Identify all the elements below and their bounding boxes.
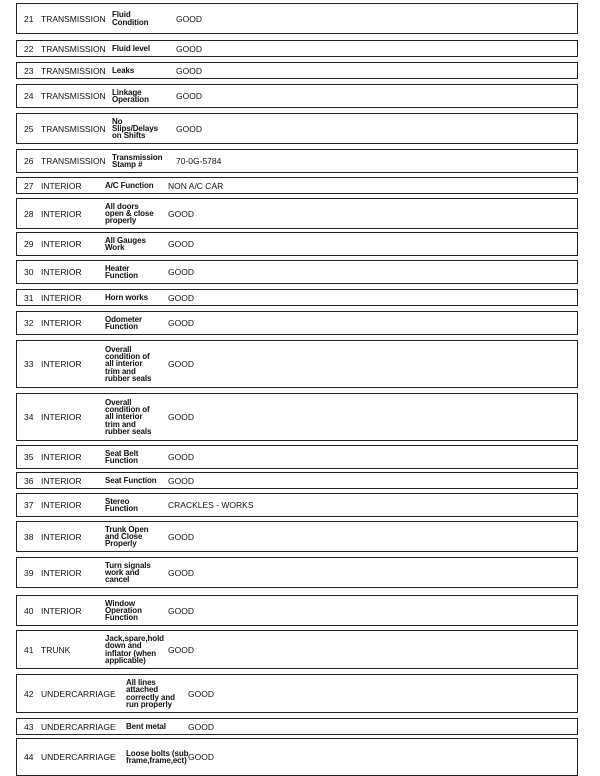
row-category: TRANSMISSION (41, 156, 106, 166)
row-category: UNDERCARRIAGE (41, 752, 116, 762)
row-number: 23 (24, 65, 34, 76)
row-category: INTERIOR (41, 180, 82, 191)
row-number: 38 (24, 531, 34, 542)
row-item: Odometer Function (105, 314, 142, 331)
row-status: NON A/C CAR (168, 180, 224, 191)
table-row (16, 445, 578, 469)
row-number: 22 (24, 43, 34, 54)
table-row (16, 113, 578, 144)
table-row (16, 718, 578, 735)
row-number: 34 (24, 412, 34, 422)
row-number: 36 (24, 475, 34, 486)
row-item: Bent metal (126, 721, 166, 731)
row-status: GOOD (176, 91, 202, 101)
row-status: GOOD (168, 412, 194, 422)
table-row (16, 630, 578, 669)
row-item: All Gauges Work (105, 235, 146, 252)
row-status: GOOD (176, 123, 202, 134)
row-status: GOOD (168, 644, 194, 655)
row-status: GOOD (168, 452, 194, 462)
row-status: CRACKLES - WORKS (168, 500, 254, 510)
row-item: Transmission Stamp # (112, 152, 163, 169)
row-category: INTERIOR (41, 475, 82, 486)
row-status: GOOD (168, 359, 194, 369)
row-category: INTERIOR (41, 359, 82, 369)
row-number: 43 (24, 721, 34, 732)
table-row (16, 595, 578, 626)
row-status: GOOD (188, 721, 214, 732)
row-status: GOOD (176, 13, 202, 24)
table-row (16, 393, 578, 441)
table-row (16, 198, 578, 229)
row-category: TRANSMISSION (41, 13, 106, 24)
row-status: GOOD (168, 208, 194, 219)
row-category: TRANSMISSION (41, 65, 106, 76)
row-number: 41 (24, 644, 34, 655)
row-category: INTERIOR (41, 412, 82, 422)
row-category: INTERIOR (41, 452, 82, 462)
row-item: Heater Function (105, 263, 138, 280)
row-category: TRANSMISSION (41, 123, 106, 134)
row-category: TRANSMISSION (41, 91, 106, 101)
row-number: 33 (24, 359, 34, 369)
row-item: Leaks (112, 65, 135, 75)
row-number: 31 (24, 292, 34, 303)
row-status: GOOD (176, 65, 202, 76)
table-row (16, 177, 578, 194)
table-row (16, 232, 578, 256)
row-category: TRANSMISSION (41, 43, 106, 54)
row-status: GOOD (176, 43, 202, 54)
table-row (16, 289, 578, 306)
row-item: Seat Function (105, 475, 157, 485)
row-item: Seat Belt Function (105, 448, 139, 465)
row-status: GOOD (168, 267, 194, 277)
row-item: Window Operation Function (105, 598, 142, 623)
row-status: GOOD (168, 531, 194, 542)
row-number: 32 (24, 318, 34, 328)
row-category: INTERIOR (41, 605, 82, 616)
row-status: GOOD (168, 605, 194, 616)
row-number: 25 (24, 123, 34, 134)
row-number: 37 (24, 500, 34, 510)
row-category: UNDERCARRIAGE (41, 688, 116, 699)
row-item: Turn signals work and cancel (105, 560, 151, 585)
row-item: Fluid Condition (112, 10, 149, 27)
table-row (16, 493, 578, 517)
row-item: Overall condition of all interior trim and rubber seals (105, 397, 152, 436)
row-category: INTERIOR (41, 318, 82, 328)
table-row (16, 674, 578, 713)
row-item: All lines attached correctly and run properly (126, 678, 175, 709)
row-status: 70-0G-5784 (176, 156, 222, 166)
table-row (16, 149, 578, 173)
row-item: Linkage Operation (112, 87, 149, 104)
row-number: 30 (24, 267, 34, 277)
row-status: GOOD (188, 752, 214, 762)
row-number: 40 (24, 605, 34, 616)
row-item: Horn works (105, 292, 149, 302)
row-status: GOOD (168, 239, 194, 249)
row-item: A/C Function (105, 180, 154, 190)
row-number: 35 (24, 452, 34, 462)
row-number: 44 (24, 752, 34, 762)
row-category: INTERIOR (41, 267, 82, 277)
row-item: Stereo Function (105, 496, 138, 513)
row-item: Overall condition of all interior trim and rubber seals (105, 344, 152, 383)
row-category: INTERIOR (41, 567, 82, 578)
row-number: 42 (24, 688, 34, 699)
row-item: Loose bolts (sub frame,frame,ect) (126, 748, 189, 765)
table-row (16, 340, 578, 388)
row-category: INTERIOR (41, 208, 82, 219)
row-category: INTERIOR (41, 500, 82, 510)
table-row (16, 521, 578, 552)
row-number: 39 (24, 567, 34, 578)
row-number: 27 (24, 180, 34, 191)
table-row (16, 557, 578, 588)
row-item: No Slips/Delays on Shifts (112, 116, 158, 141)
row-number: 29 (24, 239, 34, 249)
table-row (16, 738, 578, 776)
table-row (16, 40, 578, 57)
row-item: Fluid level (112, 43, 151, 53)
table-row (16, 311, 578, 335)
row-category: UNDERCARRIAGE (41, 721, 116, 732)
row-status: GOOD (168, 475, 194, 486)
row-item: Trunk Open and Close Properly (105, 524, 149, 549)
row-item: Jack,spare,hold down and inflator (when applicable) (105, 634, 164, 665)
row-status: GOOD (168, 292, 194, 303)
row-category: INTERIOR (41, 292, 82, 303)
row-number: 26 (24, 156, 34, 166)
row-number: 21 (24, 13, 34, 24)
row-category: INTERIOR (41, 239, 82, 249)
row-number: 24 (24, 91, 34, 101)
row-category: INTERIOR (41, 531, 82, 542)
row-status: GOOD (188, 688, 214, 699)
row-item: All doors open & close properly (105, 201, 154, 226)
row-category: TRUNK (41, 644, 71, 655)
table-row (16, 84, 578, 108)
table-row (16, 62, 578, 79)
table-row (16, 3, 578, 34)
table-row (16, 472, 578, 489)
row-number: 28 (24, 208, 34, 219)
table-row (16, 260, 578, 284)
row-status: GOOD (168, 318, 194, 328)
row-status: GOOD (168, 567, 194, 578)
